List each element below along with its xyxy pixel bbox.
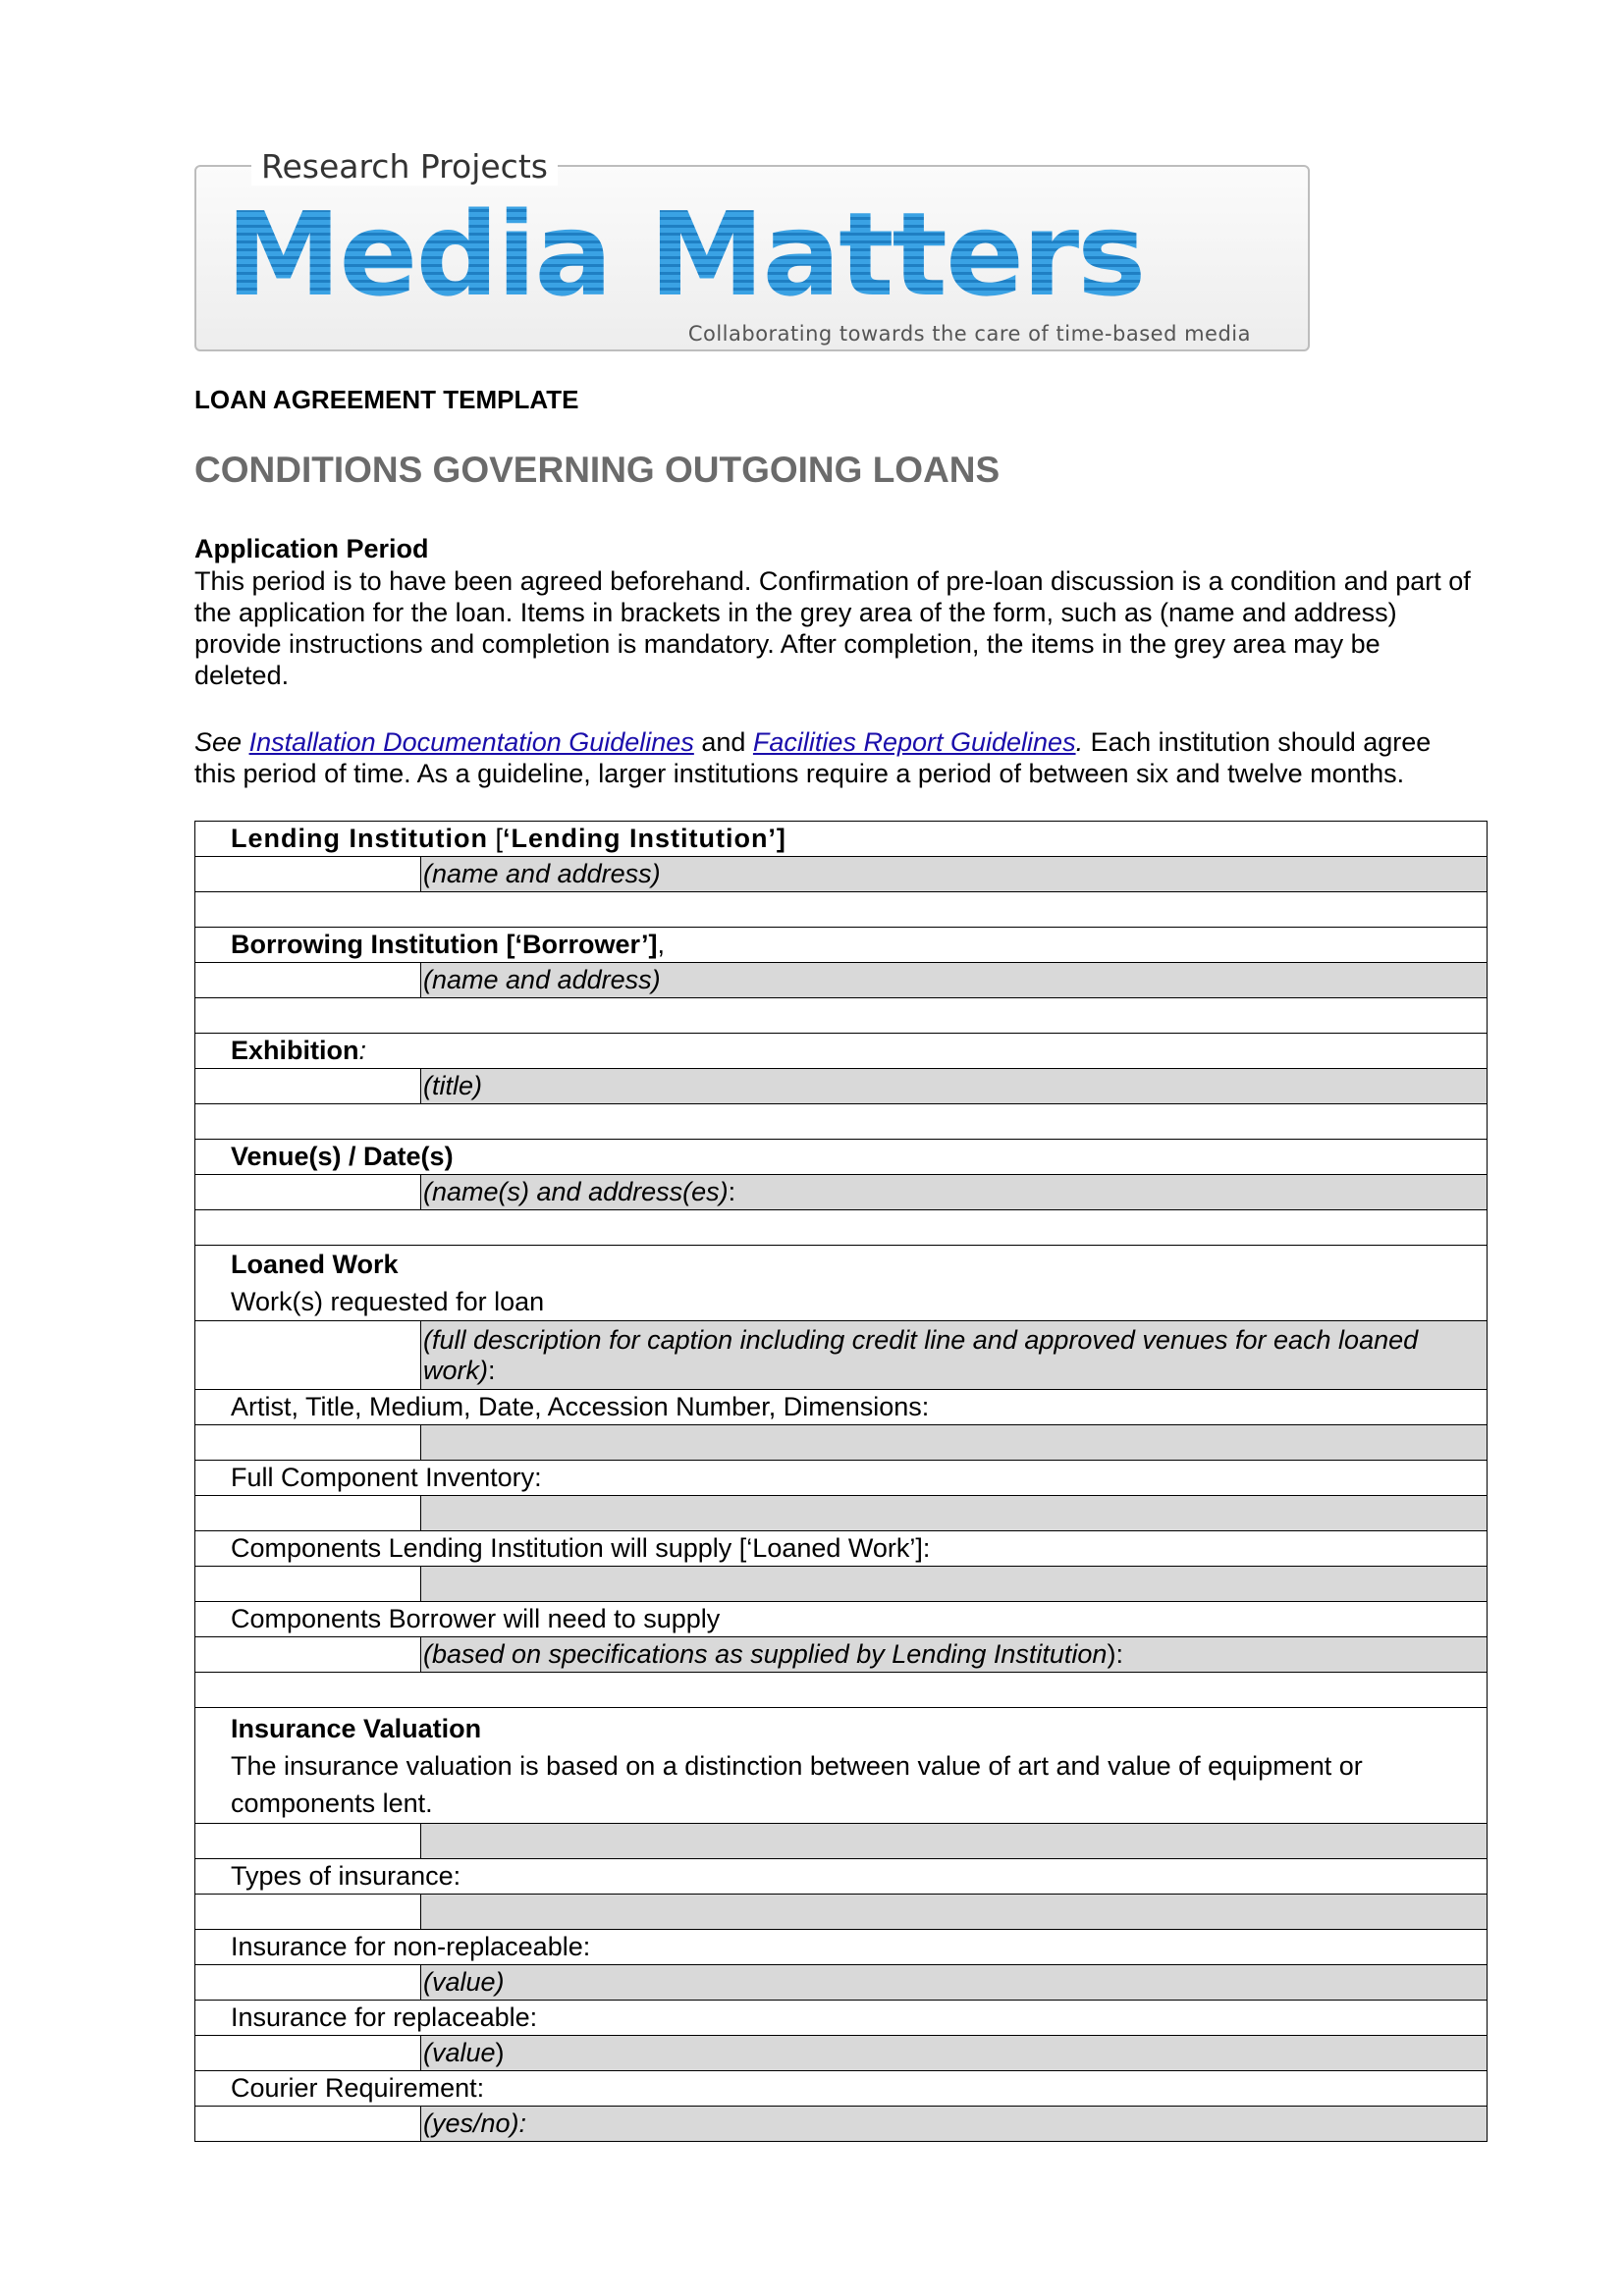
form-label-cell: [195, 2036, 421, 2071]
form-label-cell: [195, 1175, 421, 1210]
form-label-cell: [195, 963, 421, 998]
logo-top-text: Research Projects: [251, 147, 558, 186]
components-borrower-field[interactable]: (based on specifications as supplied by Lending Institution):: [421, 1637, 1488, 1673]
components-lending-field[interactable]: [421, 1567, 1488, 1602]
form-label-cell: [195, 1425, 421, 1461]
form-label-cell: [195, 1567, 421, 1602]
insurance-types-label: Types of insurance:: [195, 1859, 1488, 1895]
form-row-artist-label: [195, 1390, 1488, 1425]
form-row-spacer: [195, 998, 1488, 1034]
form-row-spacer: [195, 1104, 1488, 1140]
form-label-cell: [195, 1965, 421, 2001]
form-row-components-lending-value: [195, 1567, 1488, 1602]
nonreplaceable-insurance-label: Insurance for non-replaceable:: [195, 1930, 1488, 1965]
insurance-valuation-field[interactable]: [421, 1824, 1488, 1859]
application-period-text: This period is to have been agreed beforehand. Confirmation of pre-loan discussion is a condition and part of the application for the loan. Items in brackets in the grey area of the form, such as (name and address) provide instructions and completion is mandatory. After completion, the items in the grey area may be deleted.: [194, 566, 1471, 690]
form-row-components-borrower-value: [195, 1637, 1488, 1673]
form-row-inventory-value: [195, 1496, 1488, 1531]
venue-heading: Venue(s) / Date(s): [195, 1140, 1488, 1175]
logo-main-text: Media Matters: [226, 187, 1145, 322]
form-label-cell: [195, 1824, 421, 1859]
form-row-replaceable-value: [195, 2036, 1488, 2071]
form-row-venue-heading: [195, 1140, 1488, 1175]
artist-details-field[interactable]: [421, 1425, 1488, 1461]
insurance-valuation-heading: Insurance Valuation The insurance valuation is based on a distinction between value of art and value of equipment or components lent.: [195, 1708, 1488, 1824]
link-dot: .: [1075, 727, 1084, 757]
lending-institution-field[interactable]: (name and address): [421, 857, 1488, 892]
artist-details-label: Artist, Title, Medium, Date, Accession Number, Dimensions:: [195, 1390, 1488, 1425]
component-inventory-field[interactable]: [421, 1496, 1488, 1531]
form-row-venue-value: [195, 1175, 1488, 1210]
guidelines-tail: Each institution should agree this period of time. As a guideline, larger institutions require a period of between six and twelve months.: [194, 727, 1432, 788]
form-label-cell: [195, 1496, 421, 1531]
form-row-exhibition-heading: [195, 1034, 1488, 1069]
form-row-types-label: [195, 1859, 1488, 1895]
form-row-insurance-heading: [195, 1708, 1488, 1824]
form-row-courier-label: [195, 2071, 1488, 2107]
form-row-courier-value: [195, 2107, 1488, 2142]
replaceable-insurance-label: Insurance for replaceable:: [195, 2001, 1488, 2036]
and-word: and: [701, 727, 746, 757]
application-period-title: Application Period: [194, 534, 429, 563]
form-label-cell: [195, 1637, 421, 1673]
form-row-loaned-value: [195, 1321, 1488, 1390]
form-row-spacer: [195, 1673, 1488, 1708]
courier-requirement-label: Courier Requirement:: [195, 2071, 1488, 2107]
loan-form-table: [194, 821, 1488, 2142]
form-label-cell: [195, 1321, 421, 1390]
form-row-nonreplaceable-value: [195, 1965, 1488, 2001]
exhibition-heading: Exhibition:: [195, 1034, 1488, 1069]
form-row-borrowing-value: [195, 963, 1488, 998]
replaceable-insurance-field[interactable]: (value): [421, 2036, 1488, 2071]
form-row-lending-value: [195, 857, 1488, 892]
form-row-borrowing-heading: [195, 928, 1488, 963]
media-matters-logo: [194, 147, 1310, 351]
loaned-work-heading: Loaned Work Work(s) requested for loan: [195, 1246, 1488, 1321]
document-label: LOAN AGREEMENT TEMPLATE: [194, 385, 579, 414]
form-row-insurance-value: [195, 1824, 1488, 1859]
form-row-loaned-heading: [195, 1246, 1488, 1321]
form-row-exhibition-value: [195, 1069, 1488, 1104]
courier-requirement-field[interactable]: (yes/no):: [421, 2107, 1488, 2142]
form-row-artist-value: [195, 1425, 1488, 1461]
logo-tagline: Collaborating towards the care of time-based media: [687, 322, 1251, 346]
form-label-cell: [195, 857, 421, 892]
form-row-nonreplaceable-label: [195, 1930, 1488, 1965]
see-word: See: [194, 727, 243, 757]
nonreplaceable-insurance-field[interactable]: (value): [421, 1965, 1488, 2001]
form-row-replaceable-label: [195, 2001, 1488, 2036]
components-lending-label: Components Lending Institution will supply [‘Loaned Work’]:: [195, 1531, 1488, 1567]
borrowing-institution-field[interactable]: (name and address): [421, 963, 1488, 998]
guidelines-paragraph: [194, 726, 1471, 789]
insurance-types-field[interactable]: [421, 1895, 1488, 1930]
venue-field[interactable]: (name(s) and address(es):: [421, 1175, 1488, 1210]
form-row-lending-heading: [195, 822, 1488, 857]
facilities-guidelines-link[interactable]: Facilities Report Guidelines: [752, 727, 1076, 757]
installation-guidelines-link[interactable]: Installation Documentation Guidelines: [248, 727, 694, 757]
page-title: CONDITIONS GOVERNING OUTGOING LOANS: [194, 450, 1001, 490]
form-label-cell: [195, 1069, 421, 1104]
form-label-cell: [195, 2107, 421, 2142]
components-borrower-label: Components Borrower will need to supply: [195, 1602, 1488, 1637]
lending-institution-heading: Lending Institution [‘Lending Institution’]: [195, 822, 1488, 857]
form-row-spacer: [195, 892, 1488, 928]
form-row-inventory-label: [195, 1461, 1488, 1496]
component-inventory-label: Full Component Inventory:: [195, 1461, 1488, 1496]
form-label-cell: [195, 1895, 421, 1930]
borrowing-institution-heading: Borrowing Institution [‘Borrower’],: [195, 928, 1488, 963]
form-row-components-lending-label: [195, 1531, 1488, 1567]
form-row-spacer: [195, 1210, 1488, 1246]
form-row-components-borrower-label: [195, 1602, 1488, 1637]
form-row-types-value: [195, 1895, 1488, 1930]
exhibition-title-field[interactable]: (title): [421, 1069, 1488, 1104]
loaned-work-field[interactable]: (full description for caption including credit line and approved venues for each loaned work):: [421, 1321, 1488, 1390]
